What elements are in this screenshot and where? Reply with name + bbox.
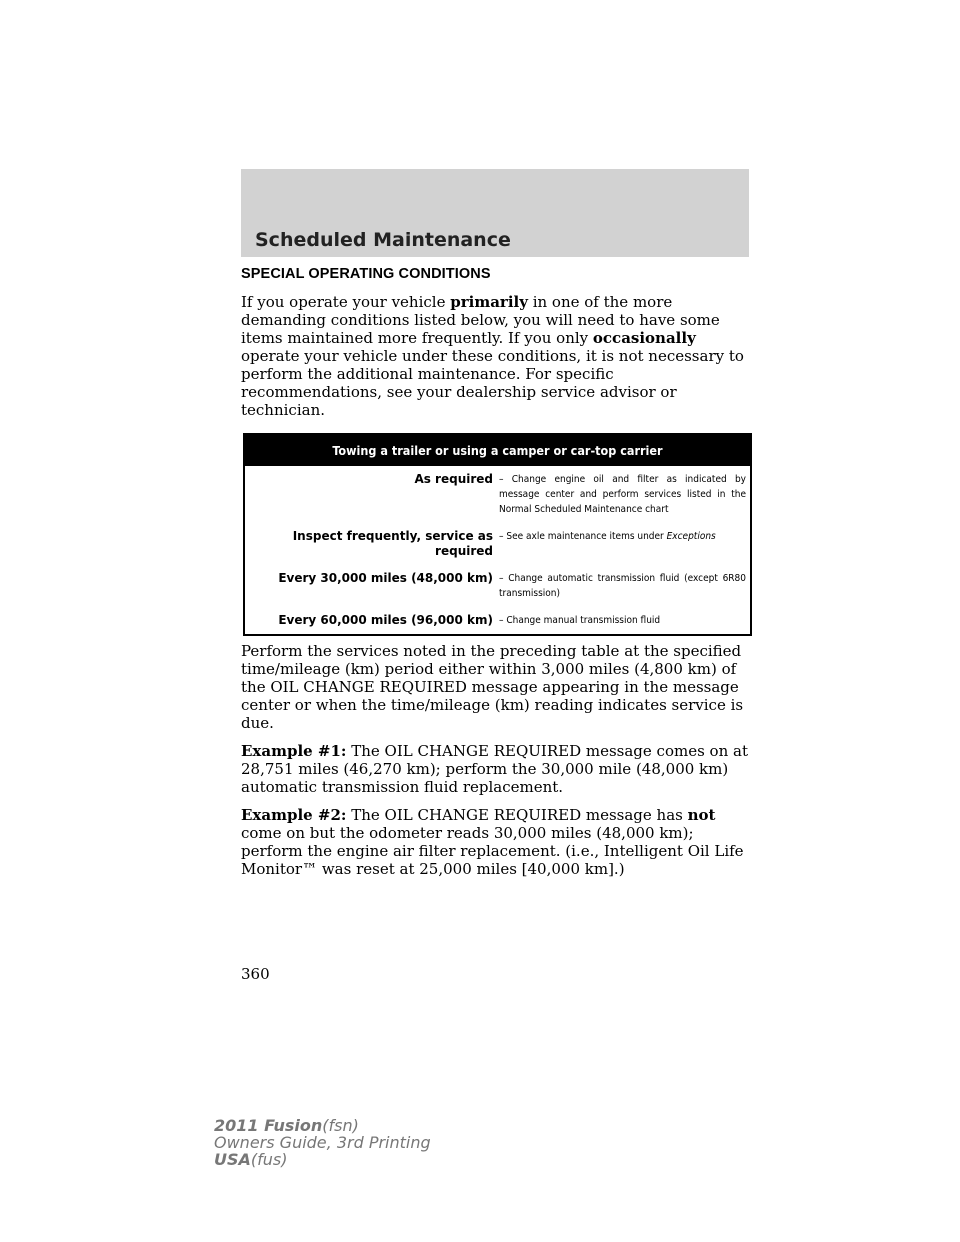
row-description (499, 571, 750, 601)
example-1-paragraph (241, 742, 751, 796)
row-label: Every 30,000 miles (48,000 km) (278, 571, 493, 585)
footer-market-code: (fus) (250, 1150, 288, 1169)
row-description (499, 613, 750, 628)
footer-market: USA (214, 1150, 251, 1169)
footer-line-1 (214, 1117, 431, 1134)
table-row (245, 466, 750, 523)
table-row (245, 607, 750, 634)
maintenance-table (243, 433, 752, 636)
page-number: 360 (241, 965, 270, 983)
intro-text-3: operate your vehicle under these conditions, it is not necessary to perform the additional maintenance. For specific recommendations, see your dealership service advisor or technician. (241, 347, 744, 419)
row-description-text: – Change engine oil and filter as indicated by message center and perform services listed in the Normal Scheduled Maintenance chart (499, 474, 746, 515)
row-label: Every 60,000 miles (96,000 km) (278, 613, 493, 627)
example-2-label: Example #2: (241, 806, 347, 824)
row-description (499, 529, 750, 544)
example-1-label: Example #1: (241, 742, 347, 760)
section-header-title: Scheduled Maintenance (255, 229, 511, 251)
main-content (241, 265, 751, 888)
intro-paragraph (241, 293, 751, 419)
example-2-paragraph (241, 806, 751, 878)
section-heading: SPECIAL OPERATING CONDITIONS (241, 266, 491, 282)
row-description-text: – See axle maintenance items under (499, 531, 667, 542)
print-footer (214, 1117, 431, 1168)
table-title: Towing a trailer or using a camper or car-top carrier (245, 435, 750, 466)
example-2-text-b: come on but the odometer reads 30,000 miles (48,000 km); perform the engine air filter replacement. (i.e., Intelligent Oil Life Monitor™ was reset at 25,000 miles [40,000 km].) (241, 824, 744, 878)
section-header-band (241, 169, 749, 257)
footer-line-3 (214, 1151, 431, 1168)
intro-bold-primarily: primarily (450, 293, 528, 311)
row-label: As required (414, 472, 493, 486)
footer-line-2: Owners Guide, 3rd Printing (214, 1133, 431, 1152)
after-table-paragraph: Perform the services noted in the preceding table at the specified time/mileage (km) period either within 3,000 miles (4,800 km) of the OIL CHANGE REQUIRED message appearing in the message center or when the time/mileage (km) reading indicates service is due. (241, 642, 744, 732)
table-row (245, 523, 750, 565)
intro-text-1: If you operate your vehicle (241, 293, 451, 311)
footer-model-code: (fsn) (322, 1116, 359, 1135)
row-description-text: – Change automatic transmission fluid (except 6R80 transmission) (499, 573, 746, 599)
example-2-text-a: The OIL CHANGE REQUIRED message has (346, 806, 688, 824)
table-row (245, 565, 750, 607)
row-description-text: – Change manual transmission fluid (499, 615, 661, 626)
example-1-text: The OIL CHANGE REQUIRED message comes on at 28,751 miles (46,270 km); perform the 30,000 mile (48,000 km) automatic transmission fluid replacement. (241, 742, 748, 796)
example-2-bold-not: not (687, 806, 716, 824)
row-label: Inspect frequently, service as required (292, 529, 493, 558)
row-description-emphasis: Exceptions (666, 531, 716, 542)
row-description (499, 472, 750, 517)
footer-model: 2011 Fusion (214, 1116, 323, 1135)
intro-text-2: in one of the more demanding conditions listed below, you will need to have some items maintained more frequently. If you only (241, 293, 720, 347)
intro-bold-occasionally: occasionally (592, 329, 696, 347)
